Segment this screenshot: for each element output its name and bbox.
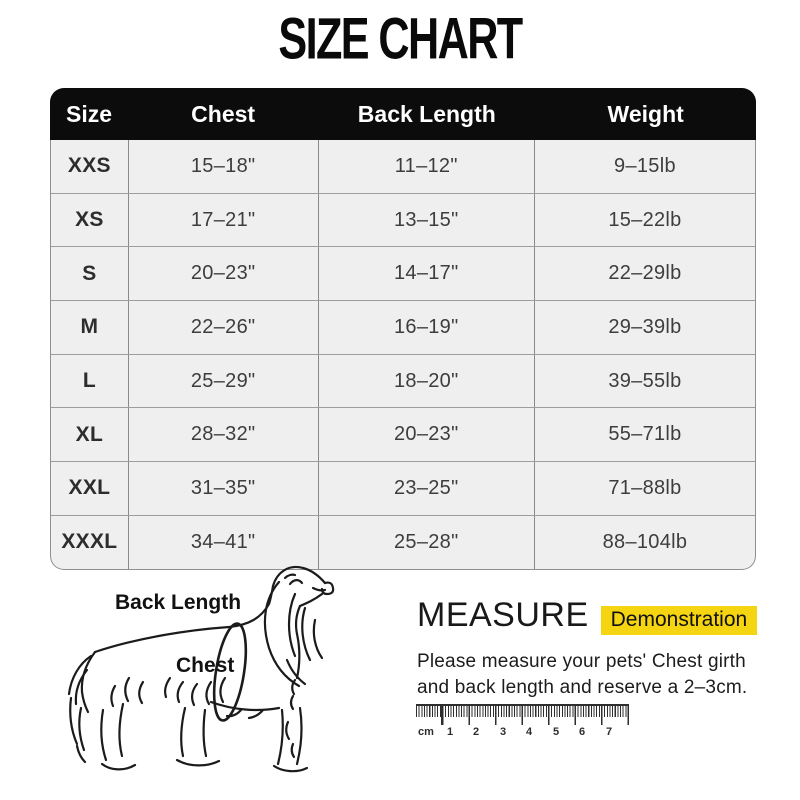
chest-label: Chest xyxy=(176,654,235,677)
cell-back-length: 18–20" xyxy=(319,355,535,408)
table-row xyxy=(51,354,755,408)
dog-front-leg xyxy=(297,708,301,764)
cell-size: XXXL xyxy=(51,516,129,569)
dog-front-leg xyxy=(278,710,283,764)
cell-back-length: 16–19" xyxy=(319,301,535,354)
ruler-cm-ticks xyxy=(416,704,629,725)
dog-ear-feather xyxy=(302,608,310,660)
table-row xyxy=(51,246,755,300)
cell-weight: 39–55lb xyxy=(608,369,682,392)
ruler-unit-label: cm xyxy=(418,726,434,738)
ruler-number: 3 xyxy=(500,726,507,738)
table-header-row xyxy=(50,88,756,140)
dog-front-paw xyxy=(274,766,307,771)
table-row xyxy=(51,140,755,193)
table-row xyxy=(51,407,755,461)
dog-ear-feather xyxy=(314,620,322,658)
dog-tail-feather xyxy=(79,708,84,750)
back-length-label: Back Length xyxy=(115,591,242,614)
table-body xyxy=(50,140,756,570)
cell-chest: 31–35" xyxy=(129,462,319,515)
dog-belly-fur xyxy=(178,682,183,702)
cell-size: XL xyxy=(51,408,129,461)
ruler-number: 2 xyxy=(473,726,480,738)
header-cell-back-length: Back Length xyxy=(357,100,496,127)
cell-weight: 9–15lb xyxy=(614,154,676,177)
cell-size: M xyxy=(51,301,129,354)
dog-belly xyxy=(211,702,279,710)
page-title-wrap xyxy=(0,6,800,72)
ruler-number: 4 xyxy=(526,726,533,738)
dog-chest-front xyxy=(297,634,299,678)
table-row xyxy=(51,461,755,515)
cell-weight: 15–22lb xyxy=(608,208,682,231)
cell-size: S xyxy=(51,247,129,300)
table-row xyxy=(51,193,755,247)
dog-ear-feather xyxy=(289,594,295,656)
demonstration-badge: Demonstration xyxy=(601,606,758,635)
header-cell-size: Size xyxy=(65,100,113,127)
ruler-number: 1 xyxy=(447,726,454,738)
cell-back-length: 11–12" xyxy=(319,140,535,193)
measure-header xyxy=(417,598,747,635)
dog-chin xyxy=(300,594,322,606)
cell-weight: 71–88lb xyxy=(608,476,682,499)
cell-back-length: 25–28" xyxy=(319,516,535,569)
cell-weight: 22–29lb xyxy=(608,262,682,285)
dog-chest-fur xyxy=(291,696,293,709)
dog-far-leg xyxy=(181,708,185,756)
ruler-number: 5 xyxy=(553,726,560,738)
cell-size: XXS xyxy=(51,140,129,193)
cell-back-length: 13–15" xyxy=(319,194,535,247)
cell-chest: 17–21" xyxy=(129,194,319,247)
dog-leg-fur xyxy=(292,744,294,757)
dog-thigh-fur xyxy=(125,678,129,701)
dog-nose xyxy=(322,583,333,594)
dog-belly-fur xyxy=(220,678,225,702)
measure-instructions-line1: Please measure your pets' Chest girth xyxy=(417,651,746,672)
measure-title: MEASURE xyxy=(417,596,589,634)
ruler xyxy=(416,702,636,742)
cell-chest: 22–26" xyxy=(129,301,319,354)
cell-weight: 55–71lb xyxy=(608,423,682,446)
dog-belly-fur xyxy=(192,684,197,705)
dog-belly-fur xyxy=(206,682,211,704)
cell-chest: 28–32" xyxy=(129,408,319,461)
measure-instructions xyxy=(417,649,747,701)
cell-chest: 34–41" xyxy=(129,516,319,569)
header-cell-weight: Weight xyxy=(607,100,684,127)
header-cell-chest: Chest xyxy=(191,100,256,127)
cell-chest: 25–29" xyxy=(129,355,319,408)
cell-weight: 29–39lb xyxy=(608,315,682,338)
ruler-number: 7 xyxy=(606,726,613,738)
dog-far-paw xyxy=(177,760,219,765)
dog-leg-fur xyxy=(286,722,289,739)
dog-throat xyxy=(296,606,300,634)
dog-thigh-fur xyxy=(111,686,115,706)
dog-far-leg xyxy=(204,710,206,756)
cell-back-length: 23–25" xyxy=(319,462,535,515)
cell-chest: 15–18" xyxy=(129,140,319,193)
dog-rear-paw xyxy=(102,764,135,769)
cell-weight: 88–104lb xyxy=(602,530,688,553)
measure-section xyxy=(417,598,747,701)
dog-muzzle xyxy=(303,568,325,583)
cell-size: XS xyxy=(51,194,129,247)
cell-size: XXL xyxy=(51,462,129,515)
dog-eye xyxy=(290,580,302,584)
cell-chest: 20–23" xyxy=(129,247,319,300)
table-row xyxy=(51,300,755,354)
cell-back-length: 14–17" xyxy=(319,247,535,300)
cell-back-length: 20–23" xyxy=(319,408,535,461)
cell-size: L xyxy=(51,355,129,408)
size-chart-table xyxy=(50,88,756,570)
dog-rear-leg xyxy=(119,704,123,756)
dog-brow xyxy=(285,575,295,578)
measure-instructions-line2: and back length and reserve a 2–3cm. xyxy=(417,677,748,698)
dog-belly-fur xyxy=(165,678,170,697)
dog-chest-fur xyxy=(292,680,295,694)
dog-belly-fur xyxy=(249,710,263,718)
dog-mouth xyxy=(313,588,325,590)
page-title: SIZE CHART xyxy=(278,6,522,72)
ruler-number: 6 xyxy=(579,726,586,738)
dog-rear-leg xyxy=(101,710,106,760)
dog-thigh-fur xyxy=(139,682,143,703)
